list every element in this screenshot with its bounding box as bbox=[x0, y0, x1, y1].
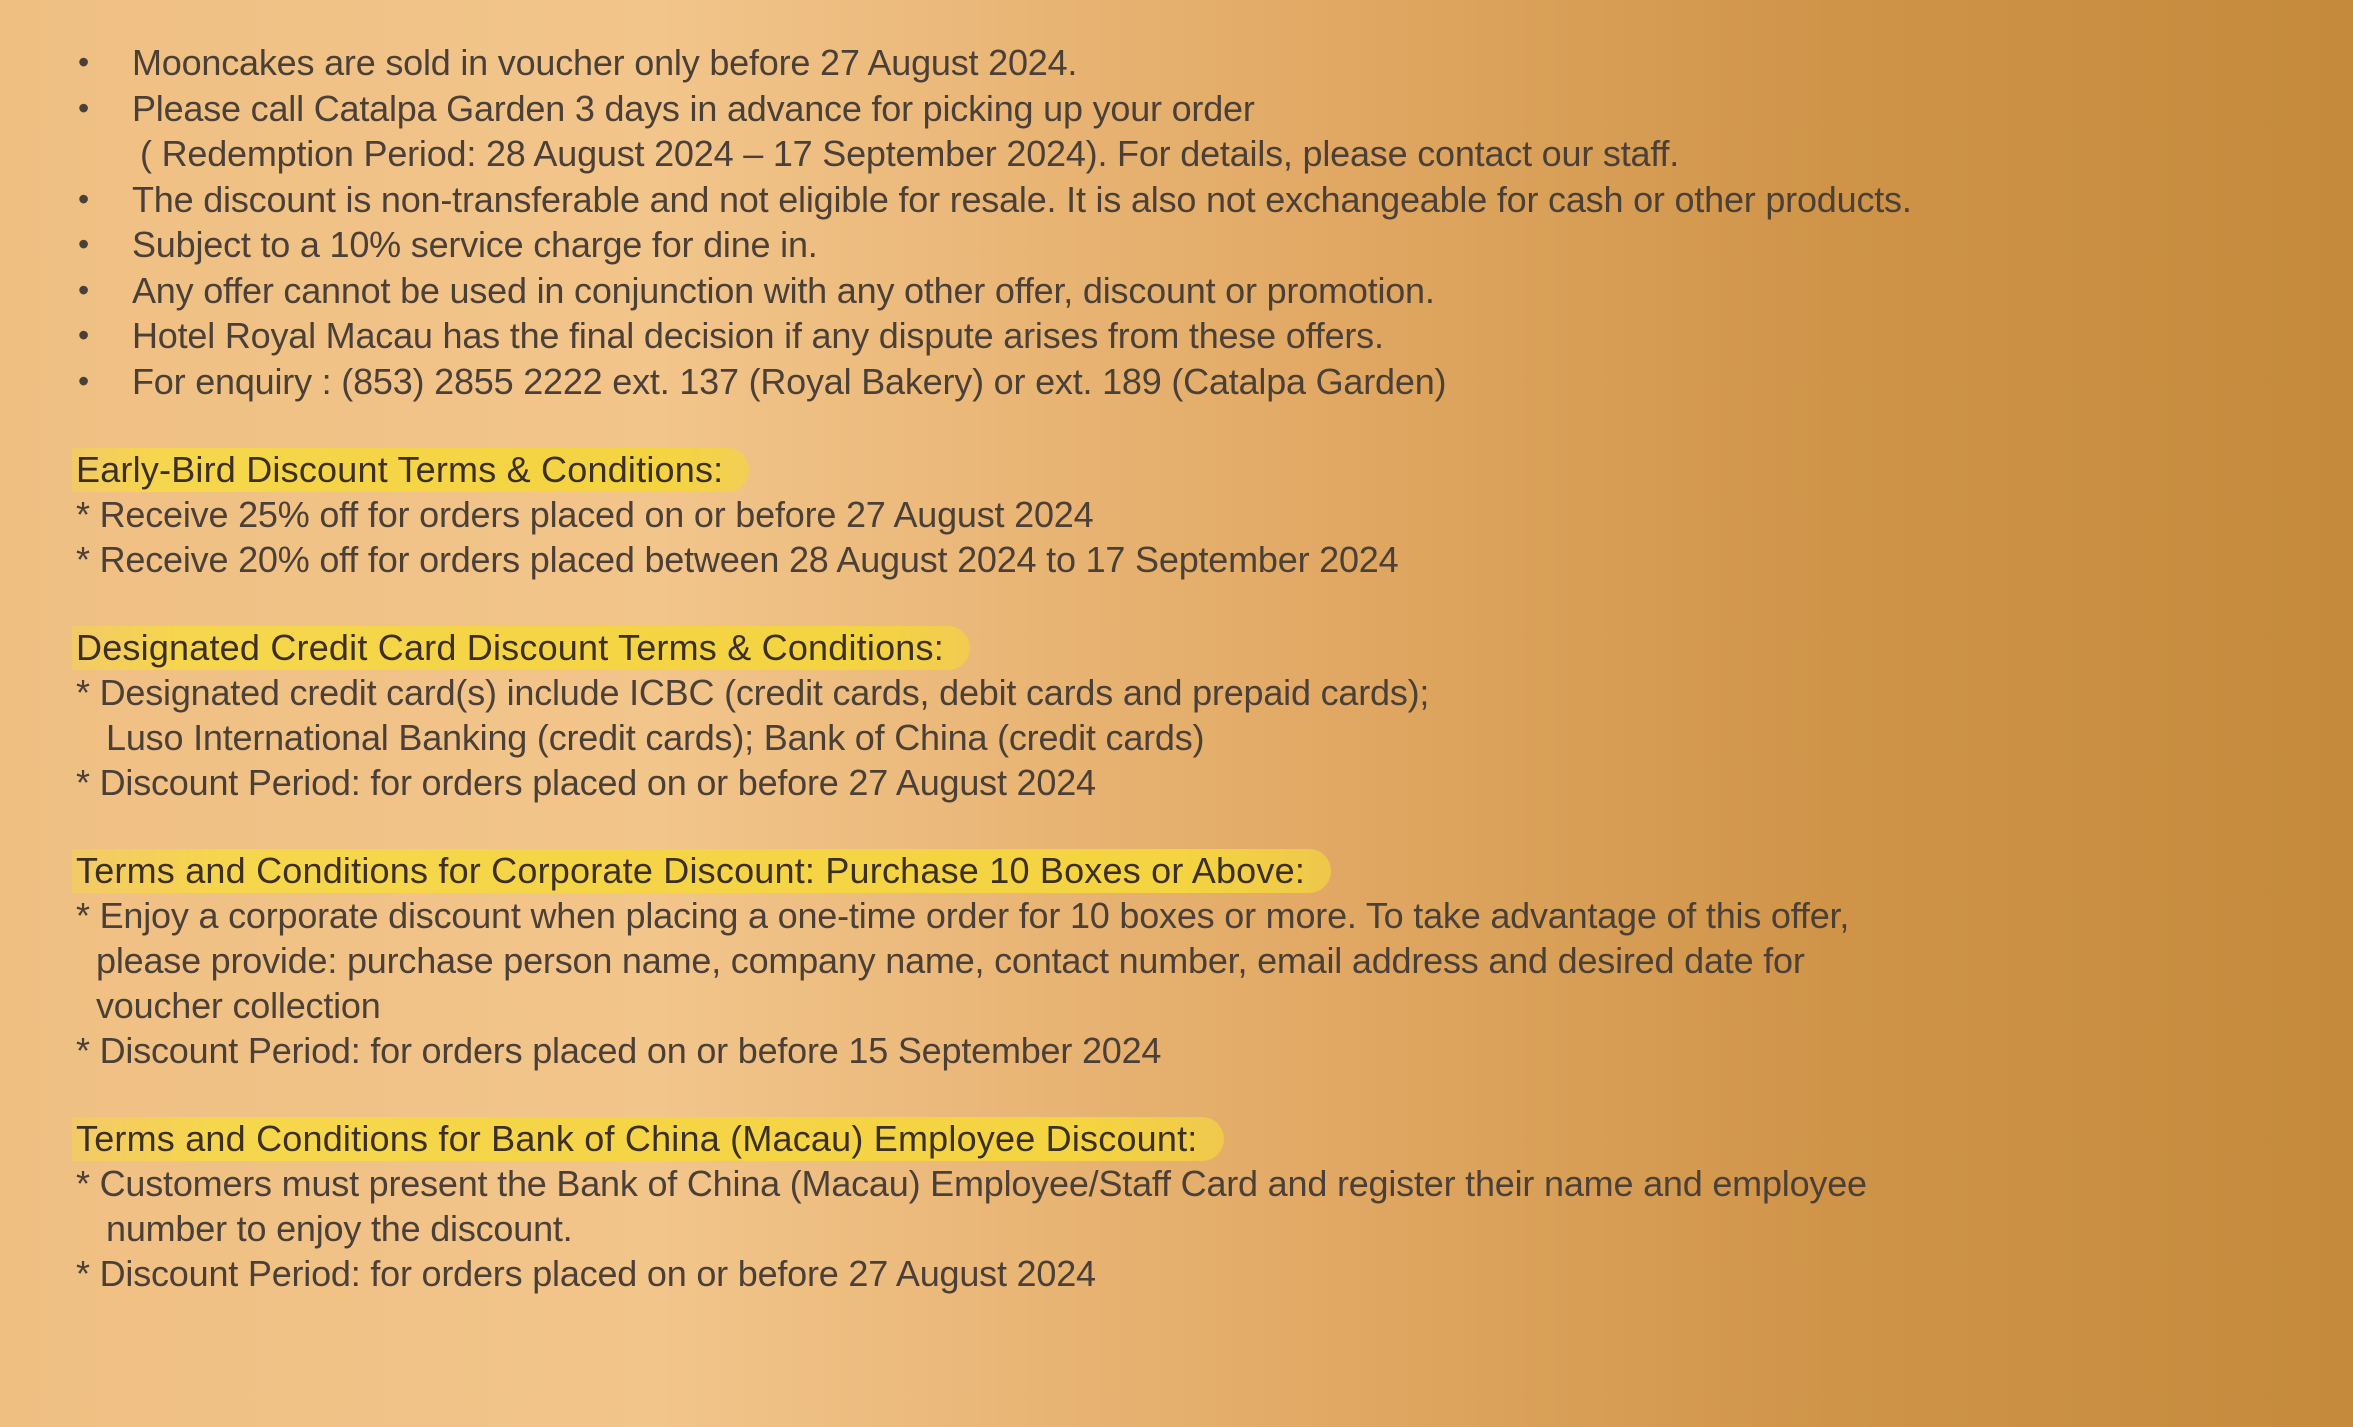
list-item-text: Any offer cannot be used in conjunction with any other offer, discount or promotion. bbox=[132, 269, 1435, 311]
section-line: * Discount Period: for orders placed on or before 27 August 2024 bbox=[76, 762, 1096, 803]
list-item bbox=[76, 40, 2353, 86]
section-line: number to enjoy the discount. bbox=[106, 1208, 573, 1249]
section-line: Luso International Banking (credit cards); Bank of China (credit cards) bbox=[106, 717, 1205, 758]
list-item bbox=[76, 177, 2353, 223]
credit-card-section bbox=[76, 626, 2353, 805]
bullet-icon: • bbox=[78, 226, 90, 262]
section-line: * Discount Period: for orders placed on or before 15 September 2024 bbox=[76, 1030, 1162, 1071]
section-heading bbox=[72, 849, 1331, 893]
section-heading bbox=[72, 1117, 1224, 1161]
section-heading bbox=[72, 626, 970, 670]
section-line: please provide: purchase person name, company name, contact number, email address and desired date for bbox=[96, 940, 1805, 981]
section-heading-text: Designated Credit Card Discount Terms & Conditions: bbox=[76, 627, 944, 668]
bullet-icon: • bbox=[78, 362, 90, 399]
bullet-icon: • bbox=[78, 271, 90, 308]
general-terms-list bbox=[76, 40, 2353, 404]
section-heading-text: Early-Bird Discount Terms & Conditions: bbox=[76, 449, 724, 490]
section-heading-text: Terms and Conditions for Bank of China (Macau) Employee Discount: bbox=[76, 1118, 1198, 1159]
list-item bbox=[76, 313, 2353, 359]
list-item-text: Hotel Royal Macau has the final decision if any dispute arises from these offers. bbox=[132, 315, 1384, 356]
section-heading bbox=[72, 448, 749, 492]
list-item-text: Please call Catalpa Garden 3 days in advance for picking up your order bbox=[132, 87, 1255, 129]
section-line: voucher collection bbox=[96, 985, 381, 1026]
section-line: * Receive 25% off for orders placed on or before 27 August 2024 bbox=[76, 494, 1094, 535]
list-item-text: Mooncakes are sold in voucher only before 27 August 2024. bbox=[132, 42, 1078, 83]
section-line: * Enjoy a corporate discount when placing a one-time order for 10 boxes or more. To take advantage of this offer, bbox=[76, 895, 1850, 936]
list-item-subtext: ( Redemption Period: 28 August 2024 – 17 September 2024). For details, please contact our staff. bbox=[140, 133, 1680, 174]
section-line: * Designated credit card(s) include ICBC (credit cards, debit cards and prepaid cards); bbox=[76, 672, 1430, 713]
section-line: * Discount Period: for orders placed on or before 27 August 2024 bbox=[76, 1253, 1096, 1294]
bullet-icon: • bbox=[78, 44, 90, 80]
list-item-text: The discount is non-transferable and not eligible for resale. It is also not exchangeable for cash or other products. bbox=[132, 178, 1912, 220]
list-item-text: Subject to a 10% service charge for dine in. bbox=[132, 224, 818, 265]
bullet-icon: • bbox=[78, 180, 90, 217]
list-item bbox=[76, 268, 2353, 314]
section-line: * Customers must present the Bank of China (Macau) Employee/Staff Card and register their name and employee bbox=[76, 1163, 1867, 1204]
list-item bbox=[76, 86, 2353, 177]
bullet-icon: • bbox=[78, 89, 90, 126]
section-heading-text: Terms and Conditions for Corporate Discount: Purchase 10 Boxes or Above: bbox=[76, 850, 1306, 891]
early-bird-section bbox=[76, 448, 2353, 582]
list-item bbox=[76, 222, 2353, 268]
section-line: * Receive 20% off for orders placed between 28 August 2024 to 17 September 2024 bbox=[76, 539, 1399, 580]
list-item-text: For enquiry : (853) 2855 2222 ext. 137 (Royal Bakery) or ext. 189 (Catalpa Garden) bbox=[132, 360, 1447, 402]
list-item bbox=[76, 359, 2353, 405]
employee-discount-section bbox=[76, 1117, 2353, 1296]
corporate-discount-section bbox=[76, 849, 2353, 1073]
bullet-icon: • bbox=[78, 317, 90, 353]
